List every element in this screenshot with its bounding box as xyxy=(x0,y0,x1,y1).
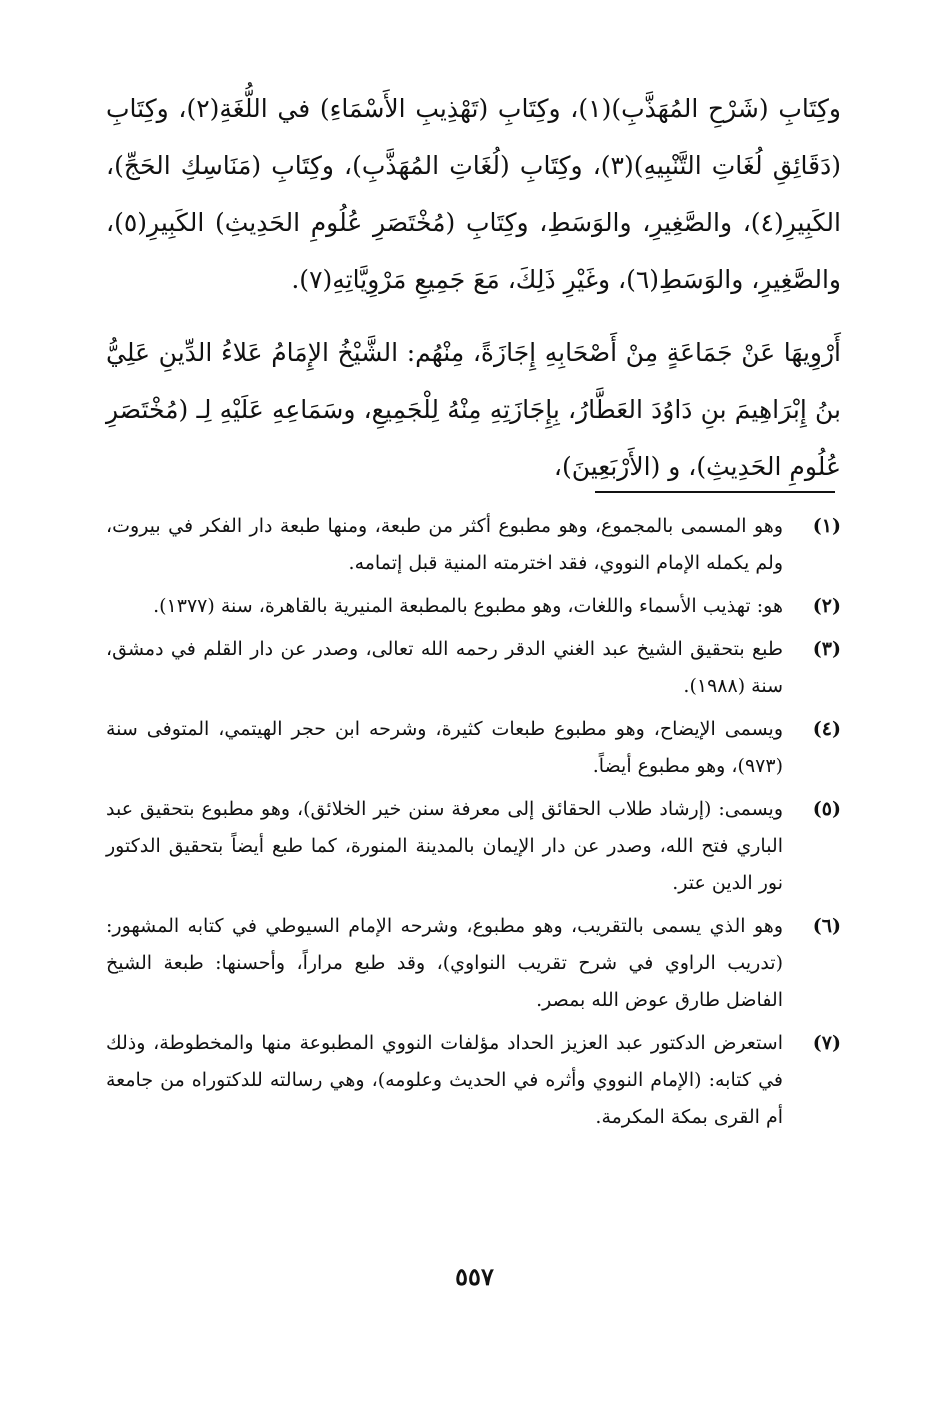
footnote-6 xyxy=(106,908,841,1019)
footnote-number: (٧) xyxy=(812,1032,841,1054)
footnote-number: (٥) xyxy=(812,798,841,820)
footnotes-block xyxy=(106,508,841,1142)
page-number: ٥٥٧ xyxy=(455,1262,494,1291)
footnote-text: ويسمى: (إرشاد طلاب الحقائق إلى معرفة سنن خير الخلائق)، وهو مطبوع بتحقيق عبد الباري فتح الله، وصدر عن دار الإيمان بالمدينة المنورة، كما طبع أيضاً بتحقيق الدكتور نور الدين عتر. xyxy=(106,798,783,894)
main-paragraph-2: أَرْوِيهَا عَنْ جَمَاعَةٍ مِنْ أَصْحَابِهِ إِجَازَةً، مِنْهُم: الشَّيْخُ الإِمَامُ عَلاءُ الدِّينِ عَلِيُّ بنُ إِبْرَاهِيمَ بنِ دَاوُدَ العَطَّارُ، بِإِجَازَتِهِ مِنْهُ لِلْجَمِيعِ، وسَمَاعِهِ عَلَيْهِ لِـ (مُخْتَصَرِ عُلُومِ الحَدِيثِ)، و (الأَرْبَعِينَ)، xyxy=(106,338,841,481)
footnote-text: طبع بتحقيق الشيخ عبد الغني الدقر رحمه الله تعالى، وصدر عن دار القلم في دمشق، سنة (١٩٨٨). xyxy=(106,638,783,697)
footnote-separator xyxy=(595,491,835,493)
footnote-1 xyxy=(106,508,841,582)
footnote-2 xyxy=(106,588,841,625)
footnote-text: استعرض الدكتور عبد العزيز الحداد مؤلفات النووي المطبوعة منها والمخطوطة، وذلك في كتابه: (الإمام النووي وأثره في الحديث وعلومه)، وهي رسالته للدكتوراه من جامعة أم القرى بمكة المكرمة. xyxy=(106,1032,783,1128)
footnote-5 xyxy=(106,791,841,902)
footnote-number: (٦) xyxy=(812,915,841,937)
footnote-3 xyxy=(106,631,841,705)
main-text-block xyxy=(106,80,841,495)
footnote-text: وهو المسمى بالمجموع، وهو مطبوع أكثر من طبعة، ومنها طبعة دار الفكر في بيروت، ولم يكمله الإمام النووي، فقد اخترمته المنية قبل إتمامه. xyxy=(106,515,783,574)
footnote-number: (٢) xyxy=(812,595,841,617)
footnote-7 xyxy=(106,1025,841,1136)
footnote-text: ويسمى الإيضاح، وهو مطبوع طبعات كثيرة، وشرحه ابن حجر الهيتمي، المتوفى سنة (٩٧٣)، وهو مطبوع أيضاً. xyxy=(106,718,784,777)
footnote-number: (٤) xyxy=(812,718,841,740)
footnote-number: (١) xyxy=(812,515,841,537)
footnote-text: هو: تهذيب الأسماء واللغات، وهو مطبوع بالمطبعة المنيرية بالقاهرة، سنة (١٣٧٧). xyxy=(153,595,783,617)
footnote-text: وهو الذي يسمى بالتقريب، وهو مطبوع، وشرحه الإمام السيوطي في كتابه المشهور: (تدريب الراوي في شرح تقريب النواوي)، وقد طبع مراراً، وأحسنها: طبعة الشيخ الفاضل طارق عوض الله بمصر. xyxy=(106,915,783,1011)
main-paragraph-1: وكِتَابِ (شَرْحِ المُهَذَّبِ)(١)، وكِتَابِ (تَهْذِيبِ الأَسْمَاءِ) في اللُّغَةِ(٢)، وكِتَابِ (دَقَائِقِ لُغَاتِ التَّنْبِيهِ)(٣)، وكِتَابِ (لُغَاتِ المُهَذَّبِ)، وكِتَابِ (مَنَاسِكِ الحَجِّ)، الكَبِيرِ(٤)، والصَّغِيرِ، والوَسَطِ، وكِتَابِ (مُخْتَصَرِ عُلُومِ الحَدِيثِ) الكَبِيرِ(٥)، والصَّغِيرِ، والوَسَطِ(٦)، وغَيْرِ ذَلِكَ، مَعَ جَمِيعِ مَرْوِيَّاتِهِ(٧). xyxy=(106,94,841,294)
footnote-number: (٣) xyxy=(812,638,841,660)
footnote-4 xyxy=(106,711,841,785)
